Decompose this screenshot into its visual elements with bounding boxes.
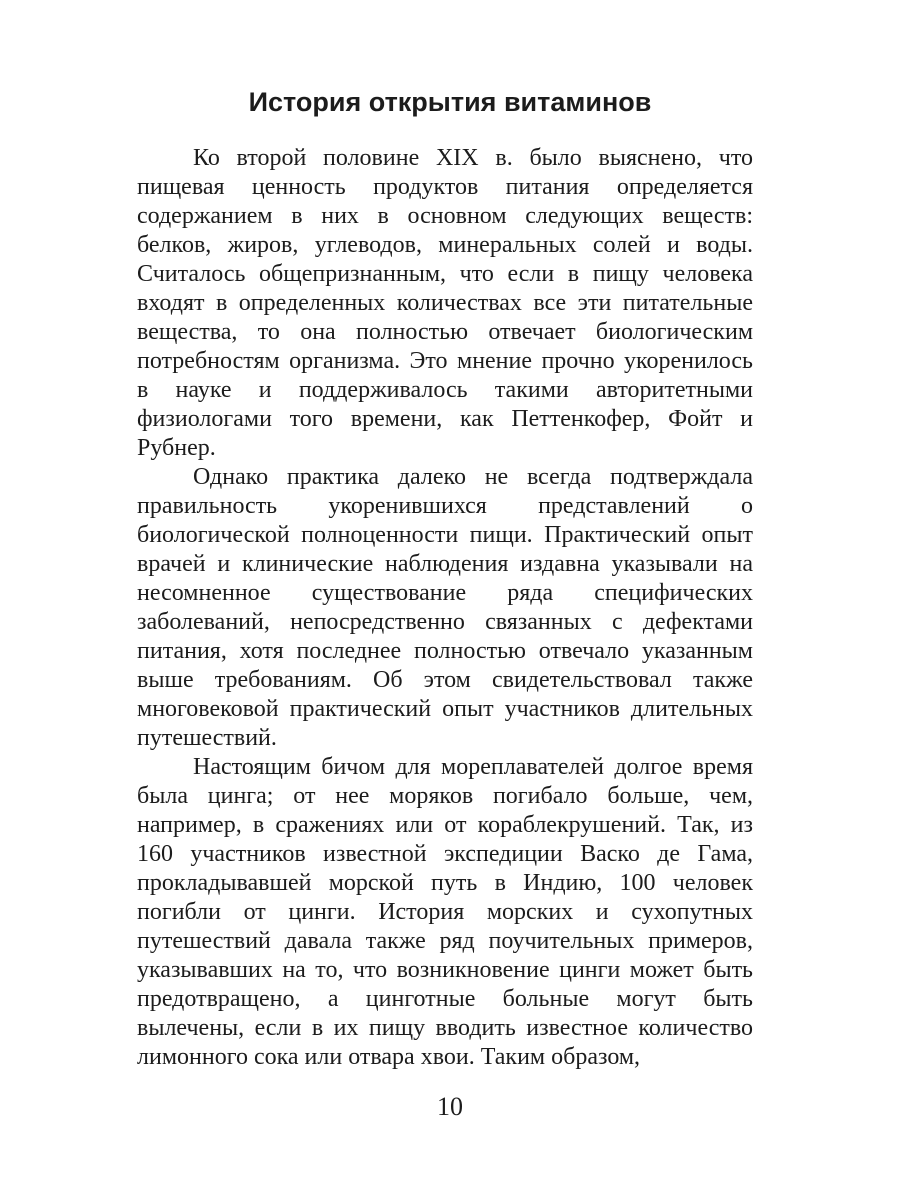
paragraph-1: Ко второй половине XIX в. было выяснено, что пищевая ценность продуктов питания определяется содержанием в них в основном следующих веществ: белков, жиров, углеводов, минеральных солей и воды. Считалось общепризнанным, что если в пищу человека входят в определенных количествах все эти питательные вещества, то она полностью отвечает биологическим потребностям организма. Это мнение прочно укоренилось в науке и поддерживалось такими авторитетными физиологами того времени, как Петтенкофер, Фойт и Рубнер. (137, 145, 753, 461)
page-number: 10 (437, 1092, 463, 1121)
paragraph-3: Настоящим бичом для мореплавателей долгое время была цинга; от нее моряков погибало больше, чем, например, в сражениях или от кораблекрушений. Так, из 160 участников известной экспедиции Васко де Гама, прокладывавшей морской путь в Индию, 100 человек погибли от цинги. История морских и сухопутных путешествий давала также ряд поучительных примеров, указывавших на то, что возникновение цинги может быть предотвращено, а цинготные больные могут быть вылечены, если в их пищу вводить известное количество лимонного сока или отвара хвои. Таким образом, (137, 754, 753, 1070)
paragraph-2: Однако практика далеко не всегда подтверждала правильность укоренившихся представлений о биологической полноценности пищи. Практический опыт врачей и клинические наблюдения издавна указывали на несомненное существование ряда специфических заболеваний, непосредственно связанных с дефектами питания, хотя последнее полностью отвечало указанным выше требованиям. Об этом свидетельствовал также многовековой практический опыт участников длительных путешествий. (137, 464, 753, 751)
body-text (137, 144, 753, 1072)
page-title: История открытия витаминов (248, 87, 652, 117)
